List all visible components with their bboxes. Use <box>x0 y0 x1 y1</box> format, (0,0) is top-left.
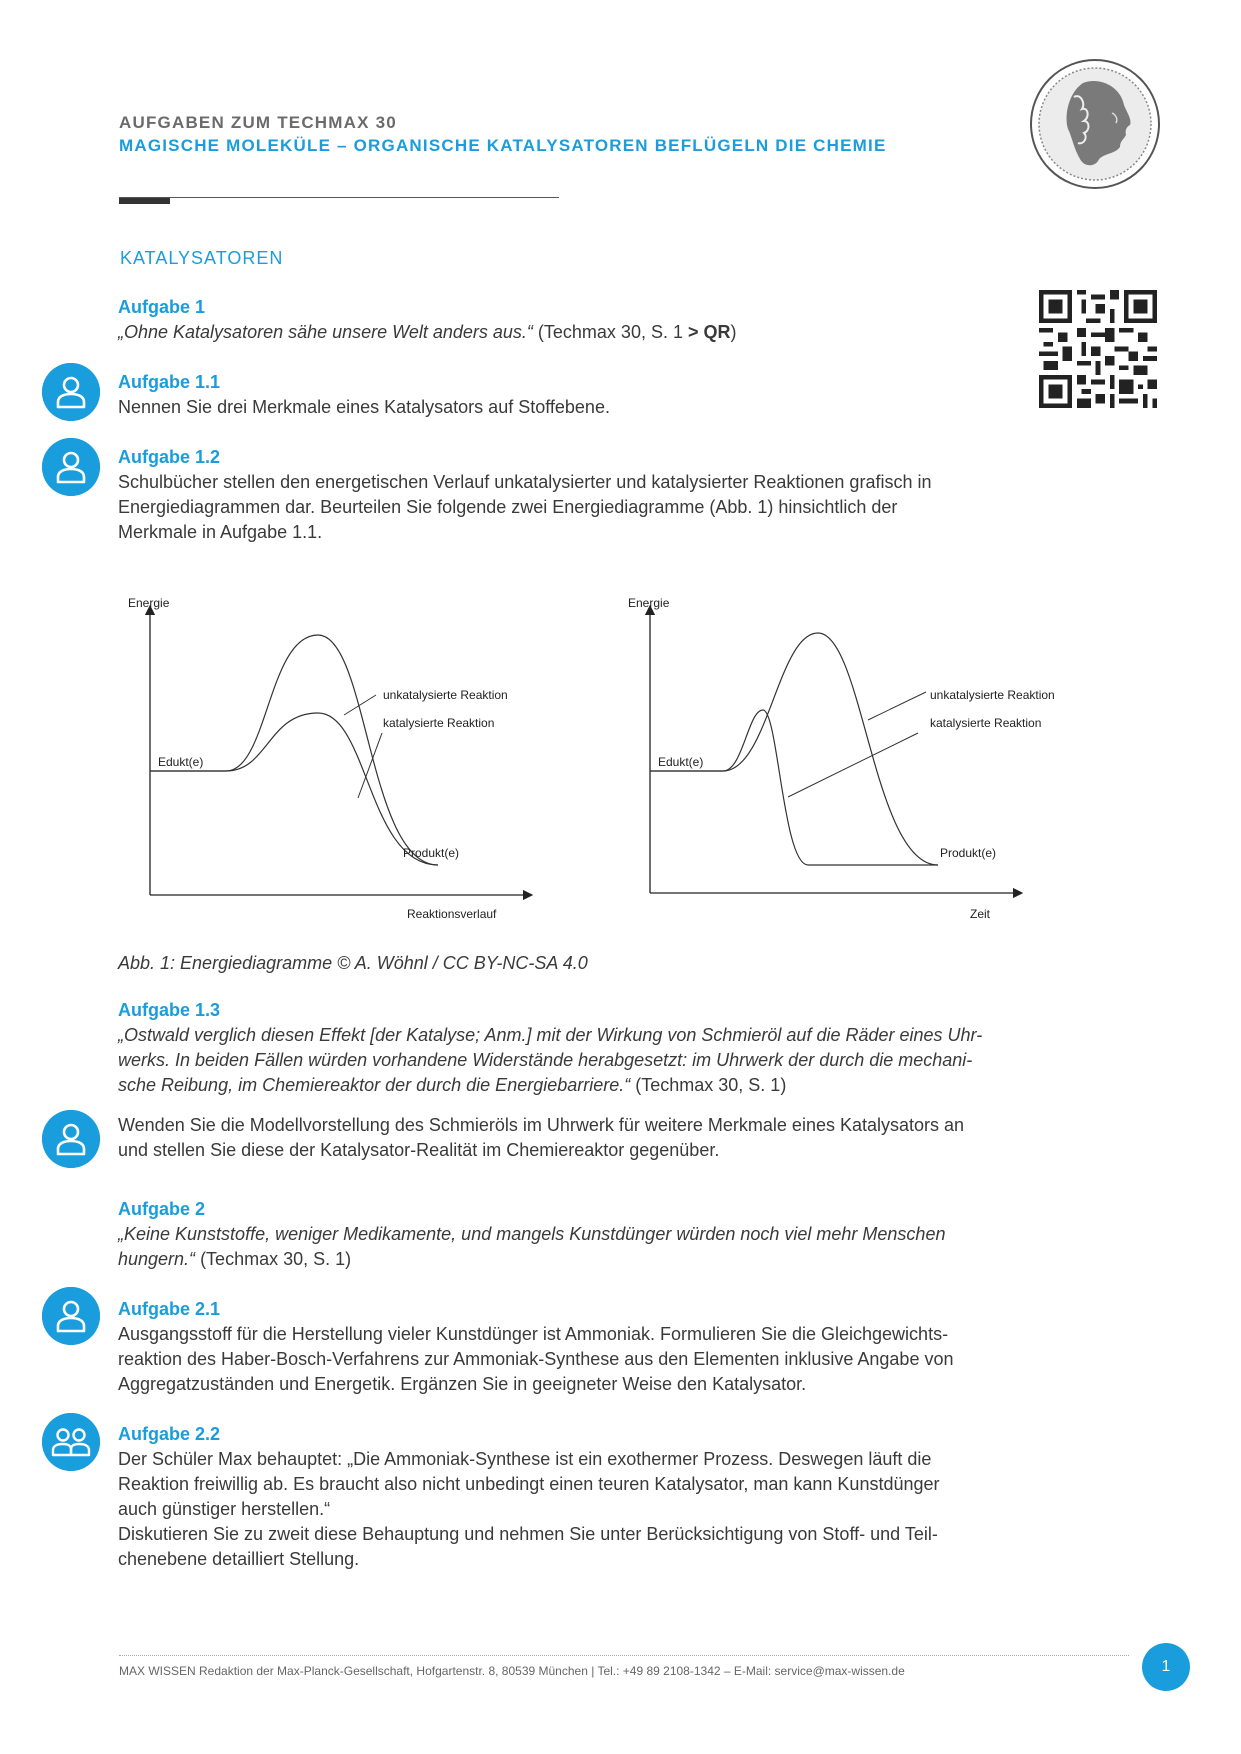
task2-ref: (Techmax 30, S. 1) <box>195 1249 352 1269</box>
task1-3-title: Aufgabe 1.3 <box>118 1000 221 1020</box>
header-rule-accent <box>119 198 170 204</box>
task1-title: Aufgabe 1 <box>118 297 206 317</box>
task1-2-text <box>118 470 931 545</box>
x-axis-label: Zeit <box>970 907 991 921</box>
task2-1-line2: reaktion des Haber-Bosch-Verfahrens zur Ammoniak-Synthese aus den Elementen inklusive Angabe von <box>118 1349 954 1369</box>
label-catalyzed: katalysierte Reaktion <box>930 716 1042 730</box>
label-catalyzed: katalysierte Reaktion <box>383 716 495 730</box>
leader-catalyzed <box>788 733 918 797</box>
task1-3-task-line2: und stellen Sie diese der Katalysator-Realität im Chemiereaktor gegenüber. <box>118 1140 720 1160</box>
task2-1-line3: Aggregatzuständen und Energetik. Ergänzen Sie in geeigneter Weise den Katalysator. <box>118 1374 807 1394</box>
task2-2-line1: Der Schüler Max behauptet: „Die Ammoniak-Synthese ist ein exothermer Prozess. Deswegen läuft die <box>118 1449 932 1469</box>
qr-code-icon <box>1039 290 1157 408</box>
task1-quote: „Ohne Katalysatoren sähe unsere Welt anders aus.“ <box>118 322 533 342</box>
task2-1-line1: Ausgangsstoff für die Herstellung vieler Kunstdünger ist Ammoniak. Formulieren Sie die Gleichgewichts- <box>118 1324 949 1344</box>
task2-2-title: Aufgabe 2.2 <box>118 1424 221 1444</box>
curve-catalyzed <box>150 713 438 865</box>
x-axis-label: Reaktionsverlauf <box>407 907 497 921</box>
task1-3-task <box>118 1113 964 1163</box>
y-axis-label: Energie <box>628 596 670 610</box>
task1-3-line2: werks. In beiden Fällen würden vorhandene Widerstände herabgesetzt: im Uhrwerk der durch die mechani- <box>118 1050 973 1070</box>
task2-2-line3: auch günstiger herstellen.“ <box>118 1499 331 1519</box>
page-number: 1 <box>1142 1643 1190 1691</box>
task2-quote <box>118 1222 945 1272</box>
y-axis-label: Energie <box>128 596 170 610</box>
task1-ref-end: ) <box>730 322 737 342</box>
label-product: Produkt(e) <box>403 846 460 860</box>
curve-catalyzed <box>650 710 938 865</box>
label-uncatalyzed: unkatalysierte Reaktion <box>383 688 508 702</box>
task1-2-line2: Energiediagrammen dar. Beurteilen Sie folgende zwei Energiediagramme (Abb. 1) hinsichtlich der <box>118 497 898 517</box>
figure-caption: Abb. 1: Energiediagramme © A. Wöhnl / CC BY-NC-SA 4.0 <box>118 953 588 973</box>
leader-uncatalyzed <box>868 692 926 720</box>
curve-uncatalyzed <box>150 635 438 865</box>
task1-qr-ref: > QR <box>687 322 731 342</box>
person-icon <box>42 363 100 421</box>
task2-1-text <box>118 1322 953 1397</box>
task1-2-title: Aufgabe 1.2 <box>118 447 221 467</box>
task2-2-line2: Reaktion freiwillig ab. Es braucht also nicht unbedingt einen teuren Katalysator, man kann Kunstdünger <box>118 1474 940 1494</box>
task1-2-line1: Schulbücher stellen den energetischen Verlauf unkatalysierter und katalysierter Reaktionen grafisch in <box>118 472 932 492</box>
task2-title: Aufgabe 2 <box>118 1199 206 1219</box>
energy-diagram-uncatalyzed-vs-catalyzed <box>118 585 578 925</box>
minerva-logo-icon <box>1028 57 1162 191</box>
task1-3-line3: sche Reibung, im Chemiereaktor der durch die Energiebarriere.“ <box>118 1075 631 1095</box>
task1-3-line1: „Ostwald verglich diesen Effekt [der Katalyse; Anm.] mit der Wirkung von Schmieröl auf die Räder eines Uhr- <box>118 1025 983 1045</box>
energy-diagram-over-time <box>618 585 1055 925</box>
header-line1: AUFGABEN ZUM TECHMAX 30 <box>119 113 397 132</box>
label-uncatalyzed: unkatalysierte Reaktion <box>930 688 1055 702</box>
task2-2-line5: chenebene detailliert Stellung. <box>118 1549 360 1569</box>
footer-divider <box>119 1655 1129 1656</box>
label-educt: Edukt(e) <box>658 755 704 769</box>
task1-1-text: Nennen Sie drei Merkmale eines Katalysators auf Stoffebene. <box>118 397 610 417</box>
header-line2: MAGISCHE MOLEKÜLE – ORGANISCHE KATALYSATOREN BEFLÜGELN DIE CHEMIE <box>119 136 887 155</box>
label-product: Produkt(e) <box>940 846 997 860</box>
person-icon <box>42 1287 100 1345</box>
task2-1-title: Aufgabe 2.1 <box>118 1299 221 1319</box>
task2-2-line4: Diskutieren Sie zu zweit diese Behauptung und nehmen Sie unter Berücksichtigung von Stoff- und Teil- <box>118 1524 938 1544</box>
task1-ref: (Techmax 30, S. 1 <box>532 322 688 342</box>
task2-line2: hungern.“ <box>118 1249 196 1269</box>
task1-3-task-line1: Wenden Sie die Modellvorstellung des Schmieröls im Uhrwerk für weitere Merkmale eines Katalysators an <box>118 1115 965 1135</box>
footer-text: MAX WISSEN Redaktion der Max-Planck-Gesellschaft, Hofgartenstr. 8, 80539 München | Tel.: +49 89 2108-1342 – E-Mail: service@max-wissen.de <box>119 1664 905 1678</box>
task1-text <box>118 320 737 345</box>
curve-uncatalyzed <box>650 633 938 865</box>
two-persons-icon <box>42 1413 100 1471</box>
label-educt: Edukt(e) <box>158 755 204 769</box>
section-title: KATALYSATOREN <box>120 248 284 268</box>
task1-3-quote <box>118 1023 982 1098</box>
person-icon <box>42 1110 100 1168</box>
task1-1-title: Aufgabe 1.1 <box>118 372 221 392</box>
header-rule <box>119 197 559 198</box>
person-icon <box>42 438 100 496</box>
task2-2-text <box>118 1447 940 1572</box>
task1-2-line3: Merkmale in Aufgabe 1.1. <box>118 522 323 542</box>
task1-3-ref: (Techmax 30, S. 1) <box>630 1075 787 1095</box>
task2-line1: „Keine Kunststoffe, weniger Medikamente, und mangels Kunstdünger würden noch viel mehr Menschen <box>118 1224 946 1244</box>
